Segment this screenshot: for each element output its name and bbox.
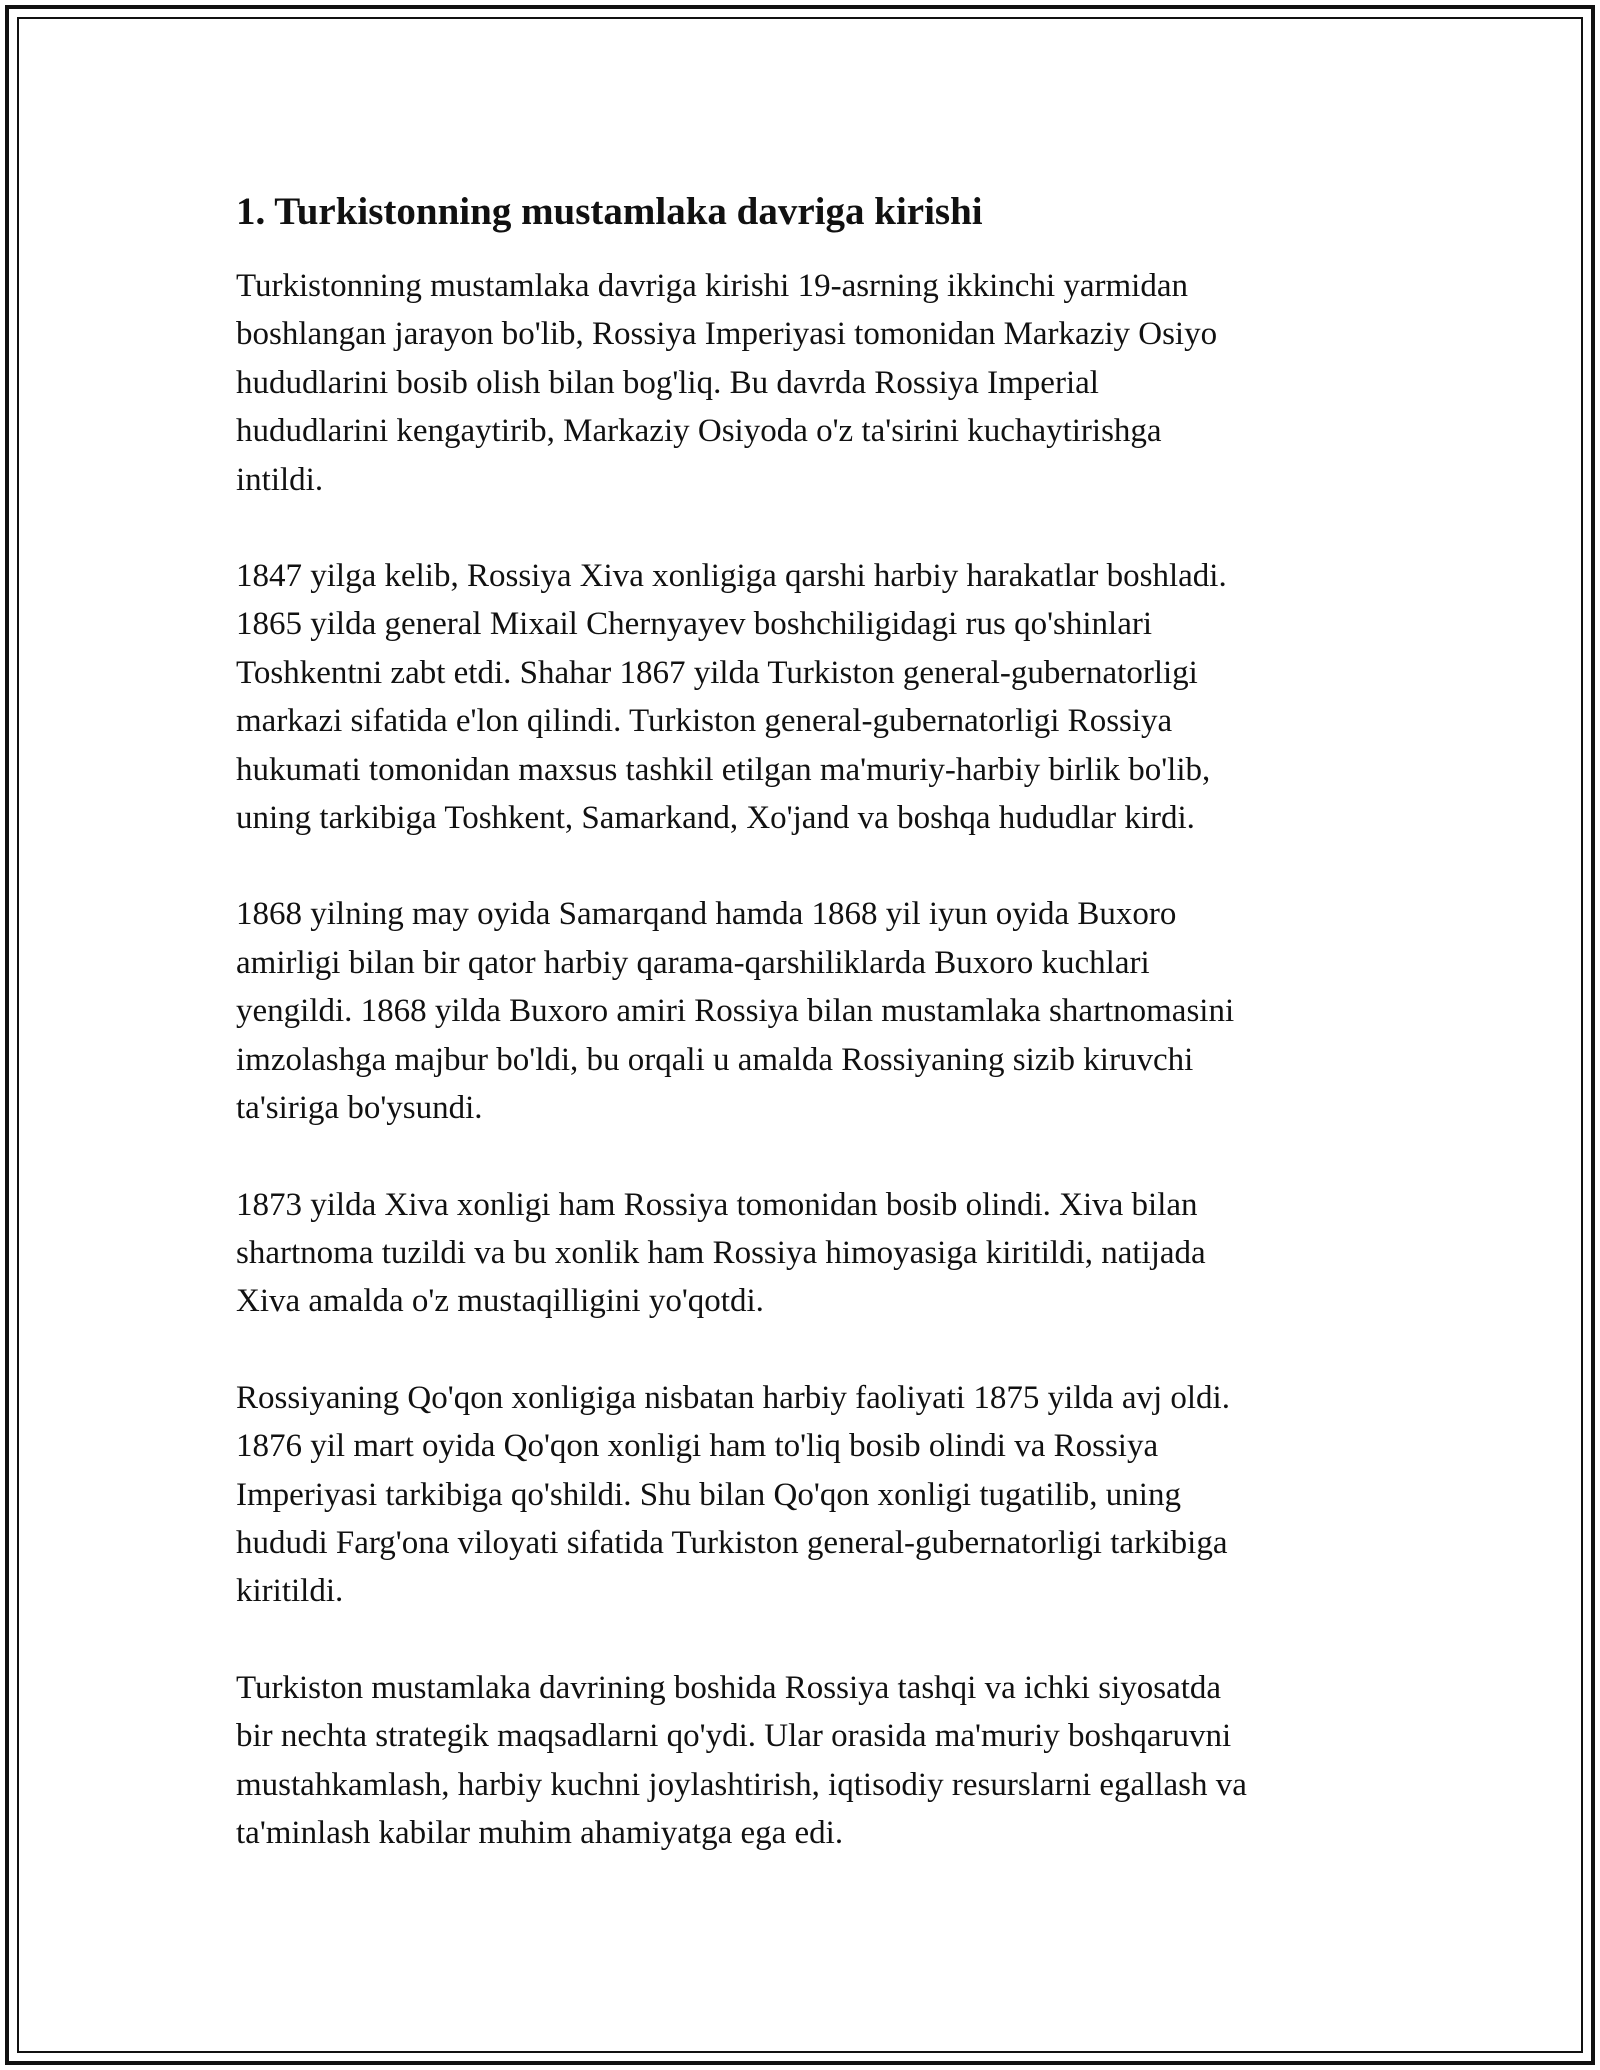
- paragraph-2-line-6: uning tarkibiga Toshkent, Samarkand, Xo'jand va boshqa hududlar kirdi.: [236, 800, 1195, 837]
- paragraph-1-line-2: boshlangan jarayon bo'lib, Rossiya Imperiyasi tomonidan Markaziy Osiyo: [236, 316, 1218, 353]
- paragraph-4-line-1: 1873 yilda Xiva xonligi ham Rossiya tomonidan bosib olindi. Xiva bilan: [236, 1186, 1198, 1223]
- section-heading: 1. Turkistonning mustamlaka davriga kirishi: [236, 190, 983, 233]
- paragraph-5-line-3: Imperiyasi tarkibiga qo'shildi. Shu bilan Qo'qon xonligi tugatilib, uning: [236, 1476, 1181, 1513]
- paragraph-5: [236, 1374, 1376, 1616]
- paragraph-2-line-1: 1847 yilga kelib, Rossiya Xiva xonligiga qarshi harbiy harakatlar boshladi.: [236, 558, 1227, 595]
- paragraph-3-line-4: imzolashga majbur bo'ldi, bu orqali u amalda Rossiyaning sizib kiruvchi: [236, 1041, 1194, 1078]
- paragraph-3-line-3: yengildi. 1868 yilda Buxoro amiri Rossiya bilan mustamlaka shartnomasini: [236, 993, 1235, 1030]
- paragraph-3-line-1: 1868 yilning may oyida Samarqand hamda 1868 yil iyun oyida Buxoro: [236, 896, 1177, 933]
- paragraph-1-line-4: hududlarini kengaytirib, Markaziy Osiyoda o'z ta'sirini kuchaytirishga: [236, 413, 1162, 450]
- paragraph-6: [236, 1664, 1376, 1858]
- paragraph-2: [236, 552, 1376, 842]
- paragraph-3-line-2: amirligi bilan bir qator harbiy qarama-qarshiliklarda Buxoro kuchlari: [236, 944, 1150, 981]
- paragraph-6-line-1: Turkiston mustamlaka davrining boshida Rossiya tashqi va ichki siyosatda: [236, 1669, 1222, 1706]
- paragraph-4-line-2: shartnoma tuzildi va bu xonlik ham Rossiya himoyasiga kiritildi, natijada: [236, 1234, 1206, 1271]
- paragraph-3-line-5: ta'siriga bo'ysundi.: [236, 1090, 483, 1127]
- paragraph-1-line-1: Turkistonning mustamlaka davriga kirishi 19-asrning ikkinchi yarmidan: [236, 268, 1188, 304]
- paragraph-2-line-5: hukumati tomonidan maxsus tashkil etilgan ma'muriy-harbiy birlik bo'lib,: [236, 751, 1211, 788]
- paragraph-3: [236, 890, 1376, 1132]
- paragraph-5-line-4: hududi Farg'ona viloyati sifatida Turkiston general-gubernatorligi tarkibiga: [236, 1524, 1228, 1561]
- paragraph-6-line-4: ta'minlash kabilar muhim ahamiyatga ega edi.: [236, 1814, 844, 1851]
- paragraph-1-line-5: intildi.: [236, 461, 324, 498]
- document-body: [236, 186, 1376, 1905]
- paragraph-6-line-2: bir nechta strategik maqsadlarni qo'ydi. Ular orasida ma'muriy boshqaruvni: [236, 1718, 1232, 1755]
- paragraph-2-line-2: 1865 yilda general Mixail Chernyayev boshchiligidagi rus qo'shinlari: [236, 606, 1153, 643]
- paragraph-6-line-3: mustahkamlash, harbiy kuchni joylashtirish, iqtisodiy resurslarni egallash va: [236, 1766, 1247, 1803]
- paragraph-4-line-3: Xiva amalda o'z mustaqilligini yo'qotdi.: [236, 1283, 764, 1320]
- paragraph-5-line-5: kiritildi.: [236, 1573, 344, 1610]
- paragraph-4: [236, 1181, 1376, 1326]
- paragraph-1: [236, 262, 1376, 504]
- paragraph-5-line-1: Rossiyaning Qo'qon xonligiga nisbatan harbiy faoliyati 1875 yilda avj oldi.: [236, 1379, 1230, 1416]
- paragraph-1-line-3: hududlarini bosib olish bilan bog'liq. Bu davrda Rossiya Imperial: [236, 364, 1099, 401]
- paragraph-2-line-3: Toshkentni zabt etdi. Shahar 1867 yilda Turkiston general-gubernatorligi: [236, 654, 1198, 691]
- paragraph-5-line-2: 1876 yil mart oyida Qo'qon xonligi ham to'liq bosib olindi va Rossiya: [236, 1428, 1159, 1465]
- paragraph-2-line-4: markazi sifatida e'lon qilindi. Turkiston general-gubernatorligi Rossiya: [236, 703, 1173, 740]
